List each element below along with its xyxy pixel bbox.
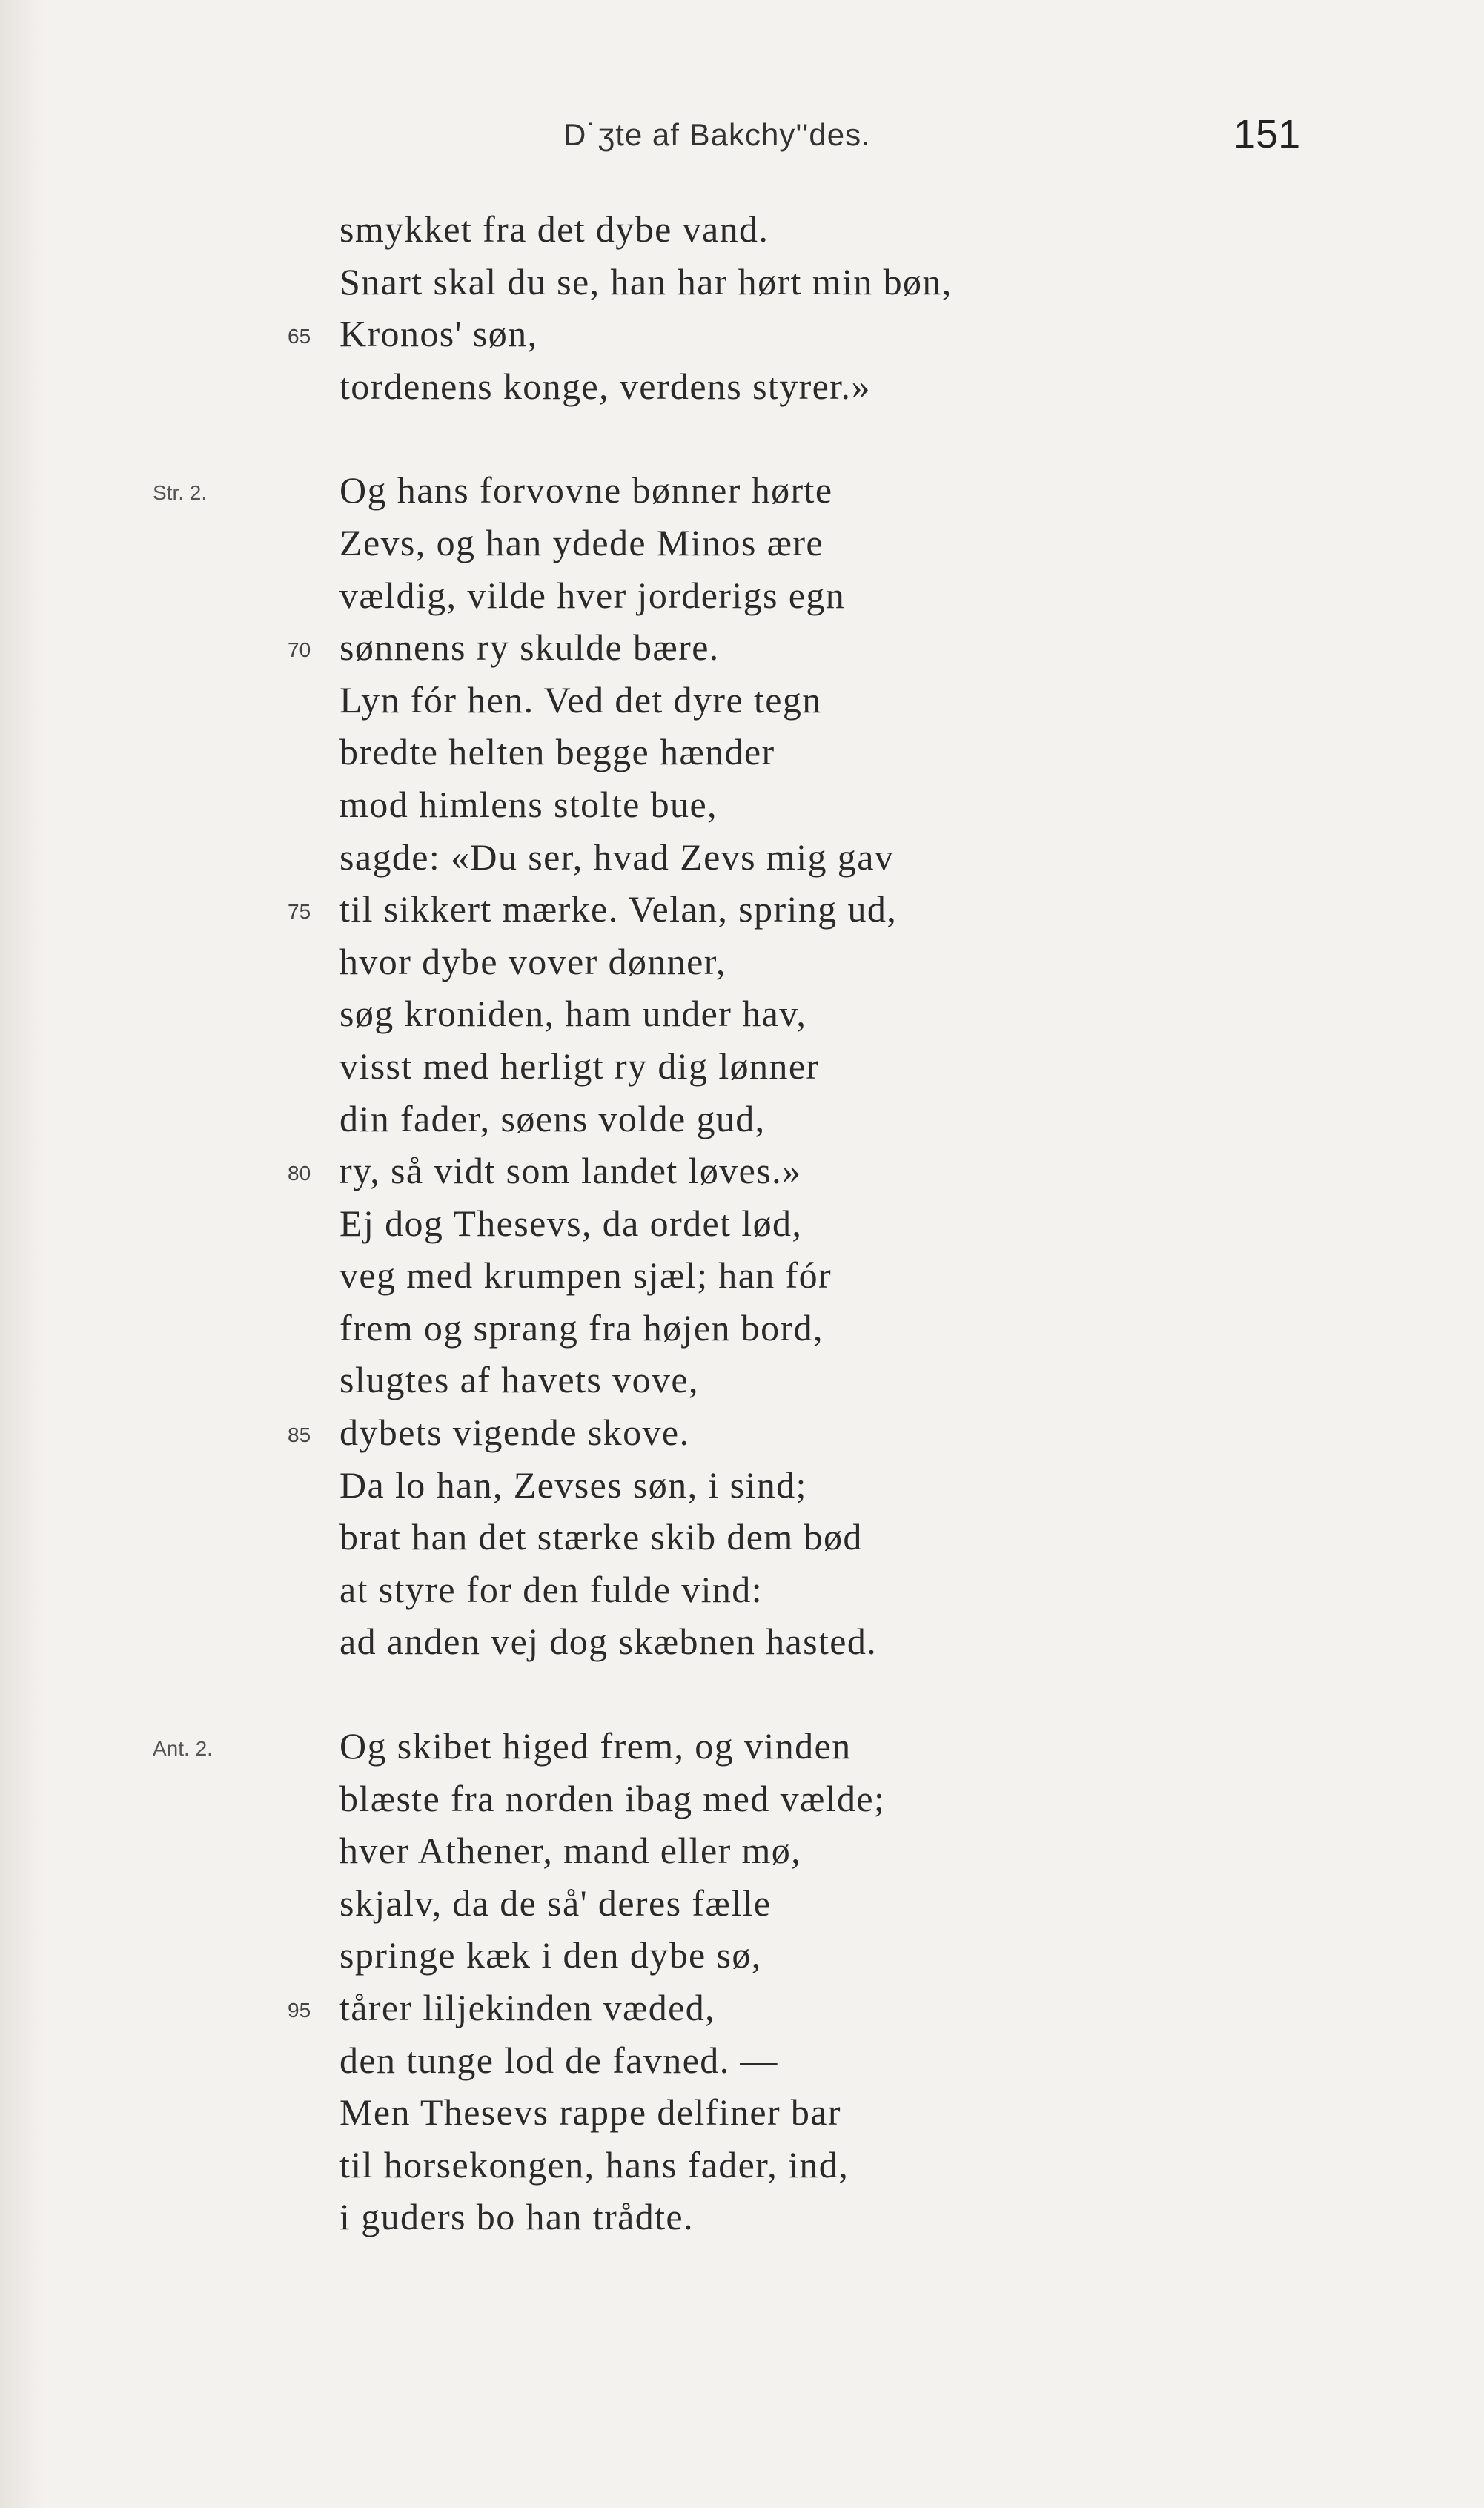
verse-text: Lyn fór hen. Ved det dyre tegn — [339, 678, 822, 721]
verse-line — [0, 1929, 1484, 1982]
verse-text: dybets vigende skove. — [339, 1412, 690, 1454]
verse-text: hver Athener, mand eller mø, — [339, 1830, 802, 1872]
verse-text: Da lo han, Zevses søn, i sind; — [339, 1463, 807, 1506]
verse-line — [0, 1145, 1484, 1197]
stanza-gap — [0, 1668, 1484, 1720]
line-number: 70 — [288, 638, 311, 662]
verse-line — [0, 360, 1484, 413]
verse-text: frem og sprang fra højen bord, — [339, 1306, 824, 1349]
verse-text: Ej dog Thesevs, da ordet lød, — [339, 1202, 803, 1244]
verse-line — [0, 1354, 1484, 1406]
verse-text: den tunge lod de favned. — — [339, 2039, 778, 2081]
verse-text: tårer liljekinden væded, — [339, 1987, 716, 2028]
verse-line — [0, 1093, 1484, 1145]
verse-line — [0, 987, 1484, 1040]
verse-line — [0, 1511, 1484, 1564]
verse-line — [0, 1459, 1484, 1512]
verse-text: springe kæk i den dybe sø, — [339, 1934, 762, 1976]
verse-line — [0, 1824, 1484, 1877]
verse-line — [0, 2191, 1484, 2243]
verse-line — [0, 674, 1484, 727]
verse-line — [0, 464, 1484, 517]
verse-text: visst med herligt ry dig lønner — [339, 1045, 820, 1087]
verse-line — [0, 1406, 1484, 1459]
verse-text: sønnens ry skulde bære. — [339, 626, 720, 669]
verse-line — [0, 1877, 1484, 1930]
verse-line — [0, 621, 1484, 674]
verse-line — [0, 569, 1484, 622]
verse-line — [0, 1773, 1484, 1825]
line-number: 65 — [288, 325, 311, 348]
verse-line — [0, 203, 1484, 256]
verse-text: skjalv, da de så' deres fælle — [339, 1882, 772, 1924]
verse-line — [0, 1197, 1484, 1250]
verse-text: til horsekongen, hans fader, ind, — [339, 2143, 849, 2186]
verse-line — [0, 883, 1484, 936]
verse-text: smykket fra det dybe vand. — [339, 208, 769, 250]
verse-line — [0, 256, 1484, 308]
verse-text: Snart skal du se, han har hørt min bøn, — [339, 260, 953, 302]
verse-line — [0, 2139, 1484, 2191]
stanza-label: Str. 2. — [153, 481, 208, 505]
line-number: 85 — [288, 1423, 311, 1447]
verse-text: brat han det stærke skib dem bød — [339, 1516, 863, 1558]
verse-text: søg kroniden, ham under hav, — [339, 993, 807, 1035]
verse-text: til sikkert mærke. Velan, spring ud, — [339, 888, 898, 930]
verse-text: Zevs, og han ydede Minos ære — [339, 521, 824, 563]
poem-body — [0, 203, 1484, 2243]
verse-text: ry, så vidt som landet løves.» — [339, 1150, 802, 1192]
verse-text: ad anden vej dog skæbnen hasted. — [339, 1621, 878, 1663]
stanza — [0, 1720, 1484, 2243]
page-header — [0, 111, 1484, 178]
verse-text: Og skibet higed frem, og vinden — [339, 1725, 852, 1767]
verse-text: sagde: «Du ser, hvad Zevs mig gav — [339, 836, 895, 878]
verse-line — [0, 1040, 1484, 1093]
verse-text: hvor dybe vover dønner, — [339, 940, 726, 982]
verse-line — [0, 1249, 1484, 1302]
stanza-gap — [0, 412, 1484, 464]
line-number: 95 — [288, 1999, 311, 2022]
verse-text: vældig, vilde hver jorderigs egn — [339, 574, 846, 616]
verse-line — [0, 1720, 1484, 1773]
running-title: D˙ʒte af Bakchyʹʹdes. — [563, 117, 871, 152]
stanza-label: Ant. 2. — [153, 1737, 213, 1761]
verse-text: at styre for den fulde vind: — [339, 1568, 763, 1610]
verse-line — [0, 778, 1484, 831]
verse-text: tordenens konge, verdens styrer.» — [339, 365, 871, 407]
verse-text: Kronos' søn, — [339, 313, 538, 355]
verse-text: din fader, søens volde gud, — [339, 1097, 766, 1139]
stanza — [0, 203, 1484, 412]
verse-line — [0, 936, 1484, 988]
verse-text: Og hans forvovne bønner hørte — [339, 469, 833, 512]
verse-text: slugtes af havets vove, — [339, 1359, 699, 1401]
verse-line — [0, 1982, 1484, 2034]
verse-line — [0, 2086, 1484, 2139]
verse-text: i guders bo han trådte. — [339, 2196, 694, 2238]
verse-text: veg med krumpen sjæl; han fór — [339, 1254, 832, 1297]
verse-line — [0, 726, 1484, 778]
verse-line — [0, 2034, 1484, 2087]
stanza — [0, 464, 1484, 1668]
verse-line — [0, 1564, 1484, 1616]
verse-text: blæste fra norden ibag med vælde; — [339, 1777, 886, 1819]
line-number: 75 — [288, 900, 311, 924]
verse-text: Men Thesevs rappe delfiner bar — [339, 2091, 841, 2134]
verse-text: mod himlens stolte bue, — [339, 783, 718, 825]
verse-line — [0, 1615, 1484, 1668]
verse-text: bredte helten begge hænder — [339, 731, 775, 773]
verse-line — [0, 308, 1484, 360]
verse-line — [0, 1302, 1484, 1354]
page-number: 151 — [1233, 112, 1301, 156]
verse-line — [0, 517, 1484, 569]
verse-line — [0, 831, 1484, 884]
line-number: 80 — [288, 1162, 311, 1185]
